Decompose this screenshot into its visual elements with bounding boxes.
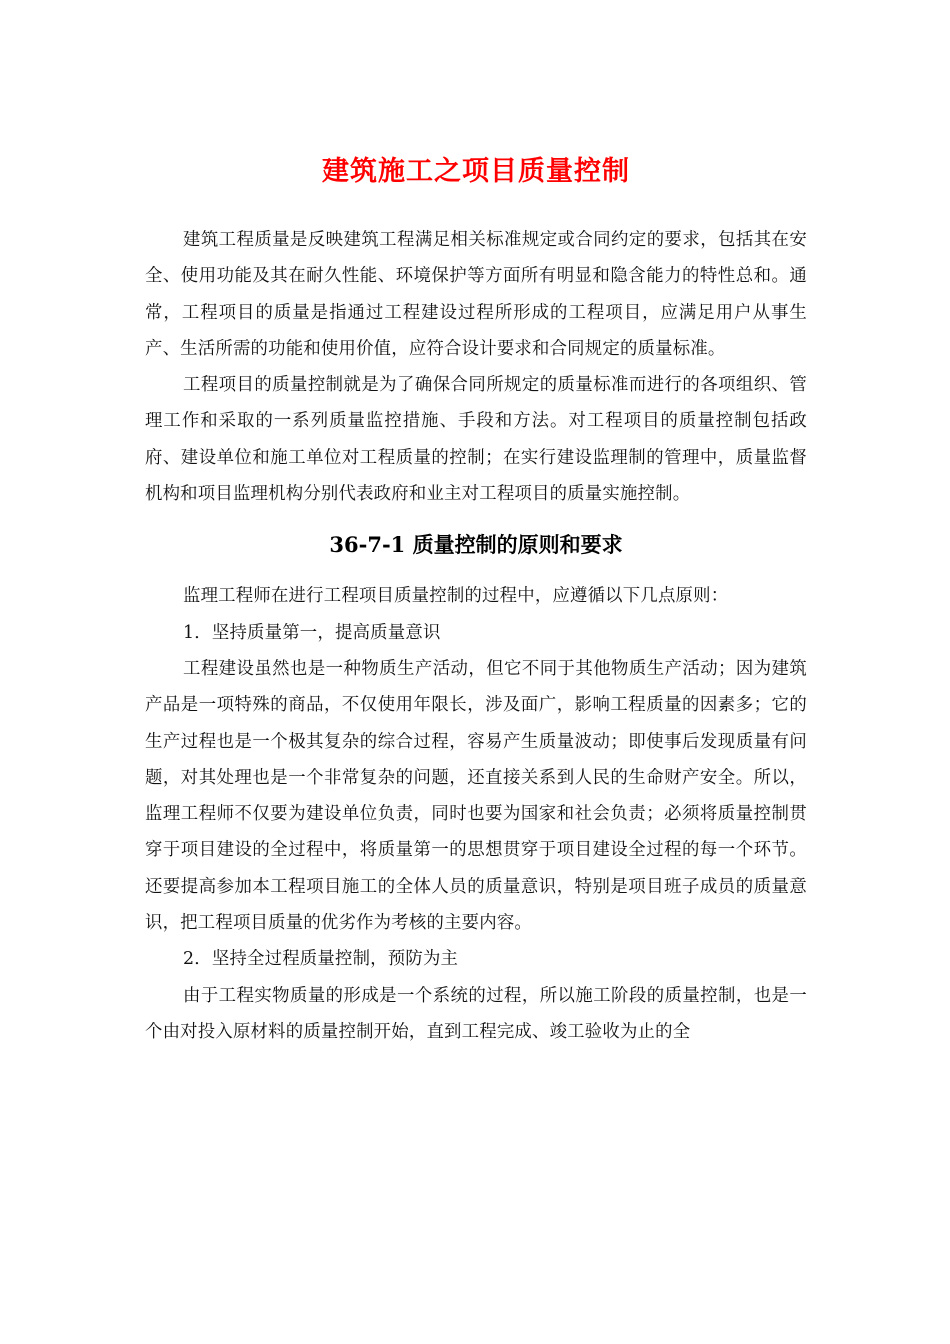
intro-paragraph-2: 工程项目的质量控制就是为了确保合同所规定的质量标准而进行的各项组织、管理工作和采取的一系列质量监控措施、手段和方法。对工程项目的质量控制包括政府、建设单位和施工单位对工程质量的控制；在实行建设监理制的管理中，质量监督机构和项目监理机构分别代表政府和业主对工程项目的质量实施控制。 [145, 375, 807, 505]
principle-1-body: 工程建设虽然也是一种物质生产活动，但它不同于其他物质生产活动；因为建筑产品是一项特殊的商品，不仅使用年限长，涉及面广，影响工程质量的因素多；它的生产过程也是一个极其复杂的综合过程，容易产生质量波动；即使事后发现质量有问题，对其处理也是一个非常复杂的问题，还直接关系到人民的生命财产安全。所以，监理工程师不仅要为建设单位负责，同时也要为国家和社会负责；必须将质量控制贯穿于项目建设的全过程中，将质量第一的思想贯穿于项目建设全过程的每一个环节。还要提高参加本工程项目施工的全体人员的质量意识，特别是项目班子成员的质量意识，把工程项目质量的优劣作为考核的主要内容。 [145, 658, 807, 934]
principle-2-title: 2．坚持全过程质量控制，预防为主 [183, 949, 459, 970]
document-title: 建筑施工之项目质量控制 [322, 156, 630, 187]
intro-paragraph-1: 建筑工程质量是反映建筑工程满足相关标准规定或合同约定的要求，包括其在安全、使用功能及其在耐久性能、环境保护等方面所有明显和隐含能力的特性总和。通常，工程项目的质量是指通过工程建设过程所形成的工程项目，应满足用户从事生产、生活所需的功能和使用价值，应符合设计要求和合同规定的质量标准。 [145, 230, 807, 359]
section-heading: 36-7-1 质量控制的原则和要求 [329, 532, 623, 558]
principle-2-body: 由于工程实物质量的形成是一个系统的过程，所以施工阶段的质量控制，也是一个由对投入原材料的质量控制开始，直到工程完成、竣工验收为止的全 [145, 985, 807, 1042]
document-body [145, 140, 807, 1050]
section-lead-paragraph: 监理工程师在进行工程项目质量控制的过程中，应遵循以下几点原则： [183, 586, 729, 607]
principle-1-title: 1．坚持质量第一，提高质量意识 [183, 622, 441, 643]
